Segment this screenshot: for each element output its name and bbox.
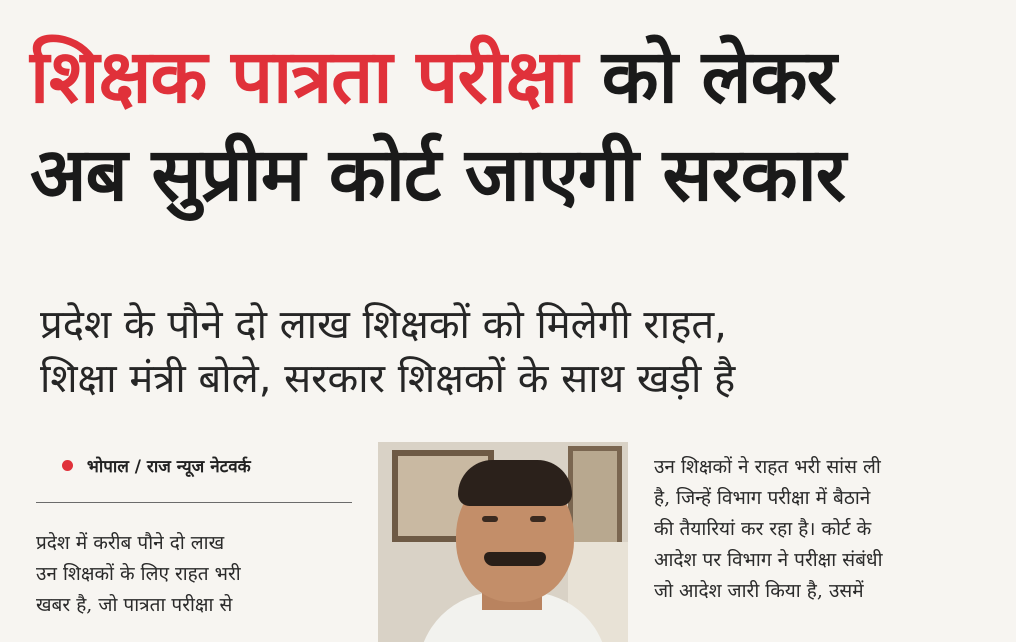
body-line: आदेश पर विभाग ने परीक्षा संबंधी	[654, 549, 883, 571]
mustache	[484, 552, 546, 566]
hair	[458, 460, 572, 506]
body-line: उन शिक्षकों ने राहत भरी सांस ली	[654, 456, 881, 478]
dateline	[62, 454, 251, 477]
wall-frame	[568, 446, 622, 552]
eye	[530, 516, 546, 522]
subheadline-line-2: शिक्षा मंत्री बोले, सरकार शिक्षकों के साथ खड़ी है	[40, 356, 736, 402]
headline-rest: को लेकर	[601, 34, 836, 120]
body-line: है, जिन्हें विभाग परीक्षा में बैठाने	[654, 487, 871, 509]
subheadline-line-1: प्रदेश के पौने दो लाख शिक्षकों को मिलेगी राहत,	[40, 302, 727, 348]
body-line: उन शिक्षकों के लिए राहत भरी	[36, 563, 241, 585]
headline	[30, 28, 990, 224]
article-column-left	[36, 528, 354, 621]
dateline-text: भोपाल / राज न्यूज नेटवर्क	[86, 457, 251, 477]
body-line: प्रदेश में करीब पौने दो लाख	[36, 532, 225, 554]
eye	[482, 516, 498, 522]
bullet-icon	[62, 460, 73, 471]
body-line: की तैयारियां कर रहा है। कोर्ट के	[654, 518, 872, 540]
body-line: जो आदेश जारी किया है, उसमें	[654, 580, 864, 602]
body-line: खबर है, जो पात्रता परीक्षा से	[36, 594, 233, 616]
minister-photo	[378, 442, 628, 642]
headline-line-2: अब सुप्रीम कोर्ट जाएगी सरकार	[30, 132, 846, 218]
subheadline	[40, 298, 990, 406]
headline-line-1	[30, 28, 990, 126]
headline-highlight: शिक्षक पात्रता परीक्षा	[30, 34, 577, 120]
article-column-right	[654, 452, 994, 607]
divider	[36, 502, 352, 503]
